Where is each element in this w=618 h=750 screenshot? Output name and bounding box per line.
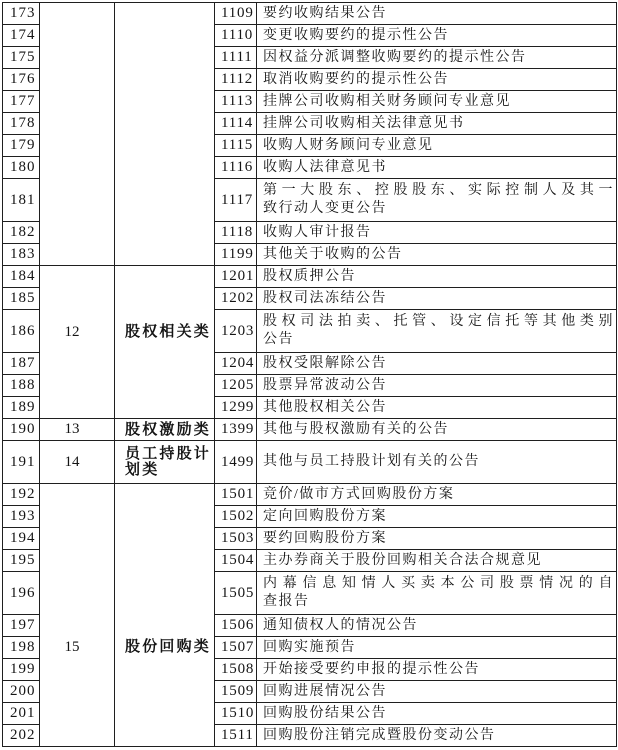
announcement-name-cell: 其他与股权激励有关的公告 — [257, 419, 617, 441]
announcement-name-cell: 其他股权相关公告 — [257, 397, 617, 419]
row-number-cell: 179 — [3, 135, 40, 157]
announcement-name-cell: 主办券商关于股份回购相关合法合规意见 — [257, 550, 617, 572]
announcement-code-cell: 1503 — [215, 528, 257, 550]
row-number-cell: 202 — [3, 725, 40, 747]
announcement-name-cell: 定向回购股份方案 — [257, 506, 617, 528]
category-number-cell — [40, 3, 115, 266]
category-number-cell: 12 — [40, 266, 115, 419]
announcement-name-cell: 挂牌公司收购相关法律意见书 — [257, 113, 617, 135]
announcement-name-line: 股权司法拍卖、托管、设定信托等其他类别 — [263, 314, 614, 329]
announcement-name-cell: 因权益分派调整收购要约的提示性公告 — [257, 47, 617, 69]
announcement-name-cell: 股票异常波动公告 — [257, 375, 617, 397]
table-row — [3, 484, 617, 506]
announcement-code-cell: 1511 — [215, 725, 257, 747]
row-number-cell: 201 — [3, 703, 40, 725]
announcement-code-cell: 1205 — [215, 375, 257, 397]
announcement-name-cell: 股权司法冻结公告 — [257, 288, 617, 310]
row-number-cell: 199 — [3, 659, 40, 681]
announcement-code-cell: 1199 — [215, 244, 257, 266]
row-number-cell: 181 — [3, 179, 40, 222]
announcement-code-cell: 1399 — [215, 419, 257, 441]
announcement-code-cell: 1116 — [215, 157, 257, 179]
row-number-cell: 185 — [3, 288, 40, 310]
category-name-cell: 股权激励类 — [115, 419, 215, 441]
document-page — [0, 2, 618, 750]
announcement-code-cell: 1509 — [215, 681, 257, 703]
category-name-cell: 员工持股计划类 — [115, 441, 215, 484]
row-number-cell: 188 — [3, 375, 40, 397]
category-name-cell: 股权相关类 — [115, 266, 215, 419]
announcement-code-cell: 1203 — [215, 310, 257, 353]
announcement-code-cell: 1506 — [215, 615, 257, 637]
table-row — [3, 266, 617, 288]
announcement-name-line: 第一大股东、控股股东、实际控制人及其一 — [263, 183, 614, 198]
announcement-name-line: 公告 — [263, 332, 294, 347]
announcement-name-cell: 回购进展情况公告 — [257, 681, 617, 703]
announcement-code-cell: 1502 — [215, 506, 257, 528]
announcement-code-cell: 1110 — [215, 25, 257, 47]
table-row — [3, 419, 617, 441]
announcement-name-cell: 收购人法律意见书 — [257, 157, 617, 179]
row-number-cell: 192 — [3, 484, 40, 506]
row-number-cell: 187 — [3, 353, 40, 375]
announcement-name-cell: 股权质押公告 — [257, 266, 617, 288]
row-number-cell: 184 — [3, 266, 40, 288]
announcement-name-cell: 取消收购要约的提示性公告 — [257, 69, 617, 91]
announcement-name-cell: 收购人财务顾问专业意见 — [257, 135, 617, 157]
announcement-code-cell: 1202 — [215, 288, 257, 310]
row-number-cell: 190 — [3, 419, 40, 441]
announcement-name-cell: 其他关于收购的公告 — [257, 244, 617, 266]
announcement-name-cell: 要约收购结果公告 — [257, 3, 617, 25]
announcement-name-cell: 回购股份注销完成暨股份变动公告 — [257, 725, 617, 747]
row-number-cell: 196 — [3, 572, 40, 615]
row-number-cell: 197 — [3, 615, 40, 637]
announcement-name-cell: 竞价/做市方式回购股份方案 — [257, 484, 617, 506]
announcement-code-cell: 1508 — [215, 659, 257, 681]
category-number-cell: 13 — [40, 419, 115, 441]
announcement-code-cell: 1117 — [215, 179, 257, 222]
announcement-code-cell: 1504 — [215, 550, 257, 572]
announcement-code-cell: 1113 — [215, 91, 257, 113]
row-number-cell: 183 — [3, 244, 40, 266]
announcement-name-cell: 收购人审计报告 — [257, 222, 617, 244]
announcement-name-cell: 开始接受要约申报的提示性公告 — [257, 659, 617, 681]
row-number-cell: 198 — [3, 637, 40, 659]
announcement-code-cell: 1114 — [215, 113, 257, 135]
announcement-name-cell — [257, 310, 617, 353]
announcement-code-cell: 1109 — [215, 3, 257, 25]
table-row — [3, 441, 617, 484]
row-number-cell: 200 — [3, 681, 40, 703]
announcement-code-table — [2, 2, 617, 747]
announcement-code-cell: 1112 — [215, 69, 257, 91]
row-number-cell: 178 — [3, 113, 40, 135]
announcement-name-cell: 其他与员工持股计划有关的公告 — [257, 441, 617, 484]
row-number-cell: 193 — [3, 506, 40, 528]
announcement-code-cell: 1118 — [215, 222, 257, 244]
announcement-code-cell: 1499 — [215, 441, 257, 484]
table-row — [3, 3, 617, 25]
announcement-code-cell: 1507 — [215, 637, 257, 659]
table-body — [3, 3, 617, 747]
row-number-cell: 189 — [3, 397, 40, 419]
announcement-code-cell: 1111 — [215, 47, 257, 69]
announcement-code-cell: 1510 — [215, 703, 257, 725]
announcement-code-cell: 1505 — [215, 572, 257, 615]
announcement-code-cell: 1201 — [215, 266, 257, 288]
announcement-name-line: 内幕信息知情人买卖本公司股票情况的自 — [263, 576, 614, 591]
row-number-cell: 177 — [3, 91, 40, 113]
announcement-code-cell: 1299 — [215, 397, 257, 419]
announcement-name-cell: 通知债权人的情况公告 — [257, 615, 617, 637]
announcement-name-cell: 回购股份结果公告 — [257, 703, 617, 725]
row-number-cell: 191 — [3, 441, 40, 484]
category-name-cell: 股份回购类 — [115, 484, 215, 747]
announcement-name-cell: 变更收购要约的提示性公告 — [257, 25, 617, 47]
announcement-name-line: 查报告 — [263, 594, 310, 609]
row-number-cell: 194 — [3, 528, 40, 550]
announcement-name-cell — [257, 572, 617, 615]
announcement-name-cell: 回购实施预告 — [257, 637, 617, 659]
announcement-name-cell: 要约回购股份方案 — [257, 528, 617, 550]
row-number-cell: 182 — [3, 222, 40, 244]
announcement-name-line: 致行动人变更公告 — [263, 201, 387, 216]
announcement-code-cell: 1501 — [215, 484, 257, 506]
announcement-name-cell: 股权受限解除公告 — [257, 353, 617, 375]
category-name-cell — [115, 3, 215, 266]
row-number-cell: 175 — [3, 47, 40, 69]
row-number-cell: 174 — [3, 25, 40, 47]
category-number-cell: 15 — [40, 484, 115, 747]
announcement-code-cell: 1204 — [215, 353, 257, 375]
row-number-cell: 176 — [3, 69, 40, 91]
row-number-cell: 180 — [3, 157, 40, 179]
row-number-cell: 186 — [3, 310, 40, 353]
category-number-cell: 14 — [40, 441, 115, 484]
row-number-cell: 173 — [3, 3, 40, 25]
announcement-name-cell: 挂牌公司收购相关财务顾问专业意见 — [257, 91, 617, 113]
announcement-code-cell: 1115 — [215, 135, 257, 157]
row-number-cell: 195 — [3, 550, 40, 572]
announcement-name-cell — [257, 179, 617, 222]
